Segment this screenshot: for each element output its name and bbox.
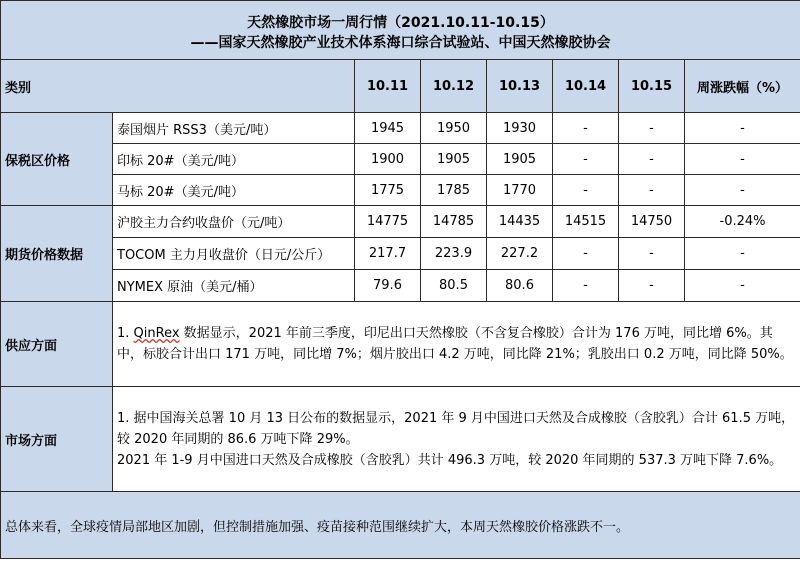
cell-value: 1775 (355, 175, 421, 206)
cell-value: - (619, 175, 685, 206)
row-item: 泰国烟片 RSS3（美元/吨） (113, 113, 355, 144)
header-date: 10.12 (421, 60, 487, 113)
cell-value: 14775 (355, 206, 421, 238)
cell-value: - (553, 175, 619, 206)
cell-value: - (619, 113, 685, 144)
cell-value: - (553, 238, 619, 270)
cell-change: - (685, 175, 800, 206)
cell-change: - (685, 270, 800, 302)
header-category: 类别 (1, 60, 355, 113)
supply-row (1, 302, 800, 387)
row-item: 沪胶主力合约收盘价（元/吨） (113, 206, 355, 238)
header-date: 10.14 (553, 60, 619, 113)
market-row (1, 387, 800, 492)
table-row (1, 206, 800, 238)
row-item: NYMEX 原油（美元/桶） (113, 270, 355, 302)
table-row (1, 113, 800, 144)
cell-value: 1905 (421, 144, 487, 175)
cell-value: 1785 (421, 175, 487, 206)
category-bonded-price: 保税区价格 (1, 113, 113, 206)
market-text (113, 387, 800, 492)
report-title (1, 1, 800, 60)
summary-text: 总体来看，全球疫情局部地区加剧，但控制措施加强、疫苗接种范围继续扩大，本周天然橡胶价格涨跌不一。 (1, 492, 800, 559)
category-market: 市场方面 (1, 387, 113, 492)
cell-value: 14785 (421, 206, 487, 238)
row-item: 印标 20#（美元/吨） (113, 144, 355, 175)
table-row (1, 144, 800, 175)
category-supply: 供应方面 (1, 302, 113, 387)
supply-prefix: 1. (117, 326, 134, 341)
cell-change: - (685, 113, 800, 144)
cell-value: - (553, 113, 619, 144)
cell-change: - (685, 238, 800, 270)
cell-value: 227.2 (487, 238, 553, 270)
category-futures-price: 期货价格数据 (1, 206, 113, 302)
header-weekly-change: 周涨跌幅（%） (685, 60, 800, 113)
cell-value: 1950 (421, 113, 487, 144)
table-row (1, 175, 800, 206)
supply-text (113, 302, 800, 387)
supply-body: 数据显示，2021 年前三季度，印尼出口天然橡胶（不含复合橡胶）合计为 176 万吨，同比增 6%。其中，标胶合计出口 171 万吨，同比增 7%；烟片胶出口 4.2 万吨，同比降 21%；乳胶出口 0.2 万吨，同比降 50%。 (117, 326, 793, 362)
cell-value: 80.6 (487, 270, 553, 302)
cell-value: 223.9 (421, 238, 487, 270)
cell-value: - (619, 270, 685, 302)
table-row (1, 238, 800, 270)
header-date: 10.11 (355, 60, 421, 113)
cell-value: 217.7 (355, 238, 421, 270)
cell-value: 79.6 (355, 270, 421, 302)
cell-value: - (553, 144, 619, 175)
supply-source-word: QinRex (133, 326, 180, 341)
header-row (1, 60, 800, 113)
row-item: TOCOM 主力月收盘价（日元/公斤） (113, 238, 355, 270)
cell-value: 14750 (619, 206, 685, 238)
cell-value: 1905 (487, 144, 553, 175)
title-line-1: 天然橡胶市场一周行情（2021.10.11-10.15） (247, 15, 554, 31)
cell-value: 1900 (355, 144, 421, 175)
market-paragraph-2: 2021 年 1-9 月中国进口天然及合成橡胶（含胶乳）共计 496.3 万吨，较 2020 年同期的 537.3 万吨下降 7.6%。 (117, 452, 783, 468)
market-paragraph-1: 1. 据中国海关总署 10 月 13 日公布的数据显示，2021 年 9 月中国进口天然及合成橡胶（含胶乳）合计 61.5 万吨，较 2020 年同期的 86.6 万吨下降 29%。 (117, 410, 795, 447)
cell-value: - (619, 144, 685, 175)
cell-value: 80.5 (421, 270, 487, 302)
cell-change: - (685, 144, 800, 175)
cell-change: -0.24% (685, 206, 800, 238)
cell-value: 1945 (355, 113, 421, 144)
cell-value: 14515 (553, 206, 619, 238)
summary-row (1, 492, 800, 559)
table-row (1, 270, 800, 302)
cell-value: 14435 (487, 206, 553, 238)
cell-value: - (553, 270, 619, 302)
title-line-2: ——国家天然橡胶产业技术体系海口综合试验站、中国天然橡胶协会 (190, 35, 611, 51)
header-date: 10.13 (487, 60, 553, 113)
row-item: 马标 20#（美元/吨） (113, 175, 355, 206)
cell-value: - (619, 238, 685, 270)
header-date: 10.15 (619, 60, 685, 113)
cell-value: 1770 (487, 175, 553, 206)
cell-value: 1930 (487, 113, 553, 144)
